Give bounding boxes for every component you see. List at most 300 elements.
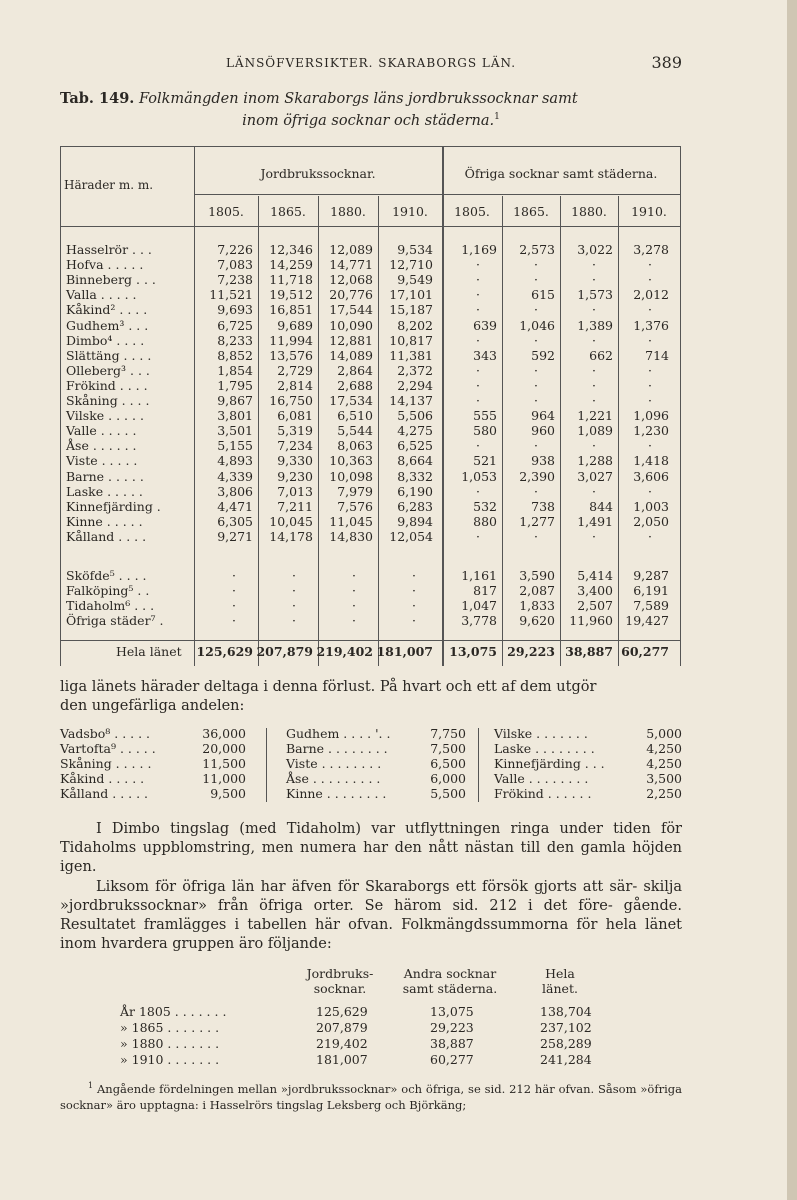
value-cell: · [476, 287, 480, 303]
value-cell: · [476, 483, 480, 499]
table-row [60, 613, 680, 628]
value-cell: · [534, 483, 538, 499]
district-name: Öfriga städer⁷ . [66, 613, 164, 629]
summary-head-agri: Jordbruks- [306, 966, 374, 981]
value-cell: 7,234 [277, 438, 313, 454]
district-name: Skåning . . . . [66, 393, 150, 408]
value-cell: 11,521 [209, 287, 253, 303]
value-cell: 19,512 [269, 287, 313, 303]
summary-other-value: 29,223 [430, 1020, 474, 1035]
value-cell: 1,003 [633, 498, 669, 514]
value-cell: 9,287 [633, 568, 669, 583]
table-row [60, 453, 680, 468]
value-cell: 8,233 [217, 332, 253, 348]
value-cell: · [648, 528, 652, 544]
table-row [60, 469, 680, 484]
value-cell: 9,534 [397, 242, 433, 257]
share-value: 11,500 [202, 756, 246, 771]
value-cell: 3,278 [633, 242, 669, 257]
value-cell: · [592, 272, 596, 288]
share-district: Viste . . . . . . . . [286, 756, 382, 771]
value-cell: 8,202 [397, 317, 433, 333]
table-head-group-1: Jordbrukssocknar. [260, 166, 376, 181]
summary-year: » 1880 . . . . . . . [120, 1036, 220, 1051]
value-cell: 4,275 [397, 423, 433, 439]
table-label: Tab. 149. [60, 90, 135, 107]
value-cell: 14,830 [329, 528, 373, 544]
value-cell: 1,053 [461, 468, 497, 484]
share-district: Kålland . . . . . [60, 786, 149, 801]
share-line [60, 756, 246, 771]
share-value: 4,250 [646, 741, 682, 756]
share-line [60, 786, 246, 801]
value-cell: · [648, 393, 652, 408]
value-cell: · [412, 568, 416, 583]
value-cell: 1,169 [461, 242, 497, 257]
table-head-district: Härader m. m. [64, 178, 154, 192]
value-cell: 2,012 [633, 287, 669, 303]
value-cell: 532 [473, 498, 497, 514]
running-header [60, 53, 682, 76]
district-name: Binneberg . . . [66, 272, 156, 288]
value-cell: 2,087 [519, 583, 555, 599]
value-cell: 555 [473, 408, 497, 424]
value-cell: 3,027 [577, 468, 613, 484]
district-name: Sköfde⁵ . . . . [66, 568, 147, 583]
table-row [60, 242, 680, 257]
share-line [60, 771, 246, 786]
value-cell: 12,068 [329, 272, 373, 288]
table-rule-horizontal [60, 640, 680, 641]
district-name: Vilske . . . . . [66, 408, 144, 424]
value-cell: 14,178 [269, 528, 313, 544]
share-line [494, 786, 682, 801]
value-cell: · [412, 583, 416, 599]
value-cell: 9,330 [277, 453, 313, 469]
share-district: Gudhem . . . . '. . [286, 726, 391, 741]
district-name: Kinnefjärding . [66, 498, 161, 514]
value-cell: 17,534 [329, 393, 373, 408]
value-cell: 14,137 [389, 393, 433, 408]
share-line [60, 726, 246, 741]
share-line [286, 786, 466, 801]
value-cell: · [232, 568, 236, 583]
value-cell: 9,549 [397, 272, 433, 288]
value-cell: · [534, 377, 538, 393]
district-name: Slättäng . . . . [66, 347, 152, 363]
summary-year: » 1910 . . . . . . . [120, 1052, 220, 1067]
share-value: 6,500 [430, 756, 466, 771]
share-district: Kinne . . . . . . . . [286, 786, 387, 801]
value-cell: · [534, 528, 538, 544]
value-cell: · [412, 598, 416, 614]
share-line [286, 726, 466, 741]
value-cell: 11,718 [269, 272, 313, 288]
share-line [286, 756, 466, 771]
caption-note: 1 [494, 112, 500, 122]
value-cell: 662 [589, 347, 613, 363]
value-cell: 3,606 [633, 468, 669, 484]
value-cell: 7,979 [337, 483, 373, 499]
value-cell: 1,418 [633, 453, 669, 469]
share-value: 20,000 [202, 741, 246, 756]
paragraph-method: Liksom för öfriga län har äfven för Skaraborgs ett försök gjorts att sär- skilja »jordbrukssocknar» från öfriga orter. Se härom sid. 212 i det före- gående. Resultatet framlägges i tabellen här ofvan. Folkmängdssummorna för hela länet inom hvardera gruppen äro följande: [60, 879, 682, 952]
value-cell: 10,363 [329, 453, 373, 469]
value-cell: 6,283 [397, 498, 433, 514]
summary-agri-value: 181,007 [316, 1052, 368, 1067]
year-header: 1805. [454, 204, 490, 219]
share-line [494, 771, 682, 786]
value-cell: 1,376 [633, 317, 669, 333]
table-row [60, 423, 680, 438]
value-cell: 6,191 [633, 583, 669, 599]
table-row [60, 363, 680, 378]
value-cell: 5,319 [277, 423, 313, 439]
running-title: LÄNSÖFVERSIKTER. SKARABORGS LÄN. [225, 56, 517, 70]
summary-head-agri-2: socknar. [313, 981, 367, 996]
summary-year: År 1805 . . . . . . . [120, 1004, 227, 1019]
value-cell: 3,806 [217, 483, 253, 499]
value-cell: 207,879 [256, 644, 313, 659]
summary-year: » 1865 . . . . . . . [120, 1020, 220, 1035]
value-cell: 7,589 [633, 598, 669, 614]
table-rule-horizontal [194, 194, 680, 195]
value-cell: 1,047 [461, 598, 497, 614]
value-cell: 20,776 [329, 287, 373, 303]
value-cell: · [292, 598, 296, 614]
value-cell: 1,096 [633, 408, 669, 424]
summary-total-value: 258,289 [540, 1036, 592, 1051]
value-cell: · [352, 613, 356, 629]
value-cell: · [534, 302, 538, 318]
value-cell: 125,629 [196, 644, 253, 659]
value-cell: 7,238 [217, 272, 253, 288]
value-cell: 9,894 [397, 513, 433, 529]
table-rule-horizontal [60, 226, 680, 227]
share-line [494, 741, 682, 756]
table-row [60, 598, 680, 613]
value-cell: 3,801 [217, 408, 253, 424]
value-cell: 8,332 [397, 468, 433, 484]
share-district: Frökind . . . . . . [494, 786, 592, 801]
value-cell: · [352, 598, 356, 614]
district-name: Kålland . . . . [66, 528, 147, 544]
value-cell: · [648, 302, 652, 318]
value-cell: 19,427 [625, 613, 669, 629]
value-cell: 11,045 [329, 513, 373, 529]
value-cell: 10,817 [389, 332, 433, 348]
value-cell: · [476, 528, 480, 544]
value-cell: 14,259 [269, 257, 313, 273]
value-cell: 3,778 [461, 613, 497, 629]
value-cell: 5,506 [397, 408, 433, 424]
value-cell: 219,402 [316, 644, 373, 659]
table-rule-vertical [680, 146, 681, 666]
value-cell: · [592, 438, 596, 454]
table-row [60, 499, 680, 514]
summary-other-value: 60,277 [430, 1052, 474, 1067]
value-cell: 10,045 [269, 513, 313, 529]
value-cell: · [476, 362, 480, 378]
value-cell: 2,507 [577, 598, 613, 614]
value-cell: 521 [473, 453, 497, 469]
table-row [60, 484, 680, 499]
value-cell: · [534, 393, 538, 408]
summary-other-value: 38,887 [430, 1036, 474, 1051]
district-name: Valle . . . . . [66, 423, 137, 439]
table-row [60, 302, 680, 317]
value-cell: 2,688 [337, 377, 373, 393]
table-row [60, 257, 680, 272]
footnote [60, 1078, 682, 1113]
district-name: Falköping⁵ . . [66, 583, 150, 599]
share-district: Kinnefjärding . . . [494, 756, 605, 771]
value-cell: 6,190 [397, 483, 433, 499]
value-cell: 5,155 [217, 438, 253, 454]
value-cell: · [534, 362, 538, 378]
value-cell: 639 [473, 317, 497, 333]
value-cell: 11,960 [569, 613, 613, 629]
value-cell: · [648, 377, 652, 393]
value-cell: · [232, 613, 236, 629]
value-cell: · [534, 272, 538, 288]
value-cell: 580 [473, 423, 497, 439]
summary-head-other-2: samt städerna. [402, 981, 498, 996]
value-cell: 12,089 [329, 242, 373, 257]
value-cell: 1,854 [217, 362, 253, 378]
share-column [494, 726, 682, 801]
value-cell: 880 [473, 513, 497, 529]
value-cell: 2,050 [633, 513, 669, 529]
district-name: Hela länet [116, 644, 182, 659]
value-cell: · [648, 272, 652, 288]
value-cell: 7,226 [217, 242, 253, 257]
value-cell: 2,729 [277, 362, 313, 378]
value-cell: 8,852 [217, 347, 253, 363]
value-cell: 3,022 [577, 242, 613, 257]
share-column [286, 726, 466, 801]
value-cell: 10,090 [329, 317, 373, 333]
district-name: Valla . . . . . [66, 287, 137, 303]
value-cell: · [648, 438, 652, 454]
value-cell: · [592, 377, 596, 393]
value-cell: · [292, 583, 296, 599]
value-cell: 343 [473, 347, 497, 363]
value-cell: 1,288 [577, 453, 613, 469]
value-cell: · [592, 332, 596, 348]
value-cell: · [534, 332, 538, 348]
value-cell: 12,346 [269, 242, 313, 257]
value-cell: · [476, 332, 480, 348]
value-cell: 3,501 [217, 423, 253, 439]
footnote-mark: 1 [88, 1081, 94, 1090]
share-value: 5,500 [430, 786, 466, 801]
value-cell: 13,075 [449, 644, 497, 659]
value-cell: 6,510 [337, 408, 373, 424]
share-value: 36,000 [202, 726, 246, 741]
district-name: Gudhem³ . . . [66, 317, 149, 333]
district-name: Hofva . . . . . [66, 257, 144, 273]
year-header: 1910. [392, 204, 428, 219]
value-cell: 1,161 [461, 568, 497, 583]
share-column [60, 726, 246, 801]
value-cell: · [292, 613, 296, 629]
value-cell: 9,689 [277, 317, 313, 333]
share-value: 3,500 [646, 771, 682, 786]
summary-agri-value: 219,402 [316, 1036, 368, 1051]
value-cell: 1,277 [519, 513, 555, 529]
value-cell: 2,814 [277, 377, 313, 393]
value-cell: 29,223 [507, 644, 555, 659]
value-cell: 17,101 [389, 287, 433, 303]
year-header: 1880. [330, 204, 366, 219]
value-cell: 2,864 [337, 362, 373, 378]
table-row [60, 583, 680, 598]
year-header: 1910. [631, 204, 667, 219]
share-value: 9,500 [210, 786, 246, 801]
value-cell: · [476, 377, 480, 393]
value-cell: 12,710 [389, 257, 433, 273]
share-value: 7,750 [430, 726, 466, 741]
district-name: Hasselrör . . . [66, 242, 152, 257]
value-cell: · [476, 257, 480, 273]
value-cell: 1,491 [577, 513, 613, 529]
district-name: Barne . . . . . [66, 468, 144, 484]
value-cell: 7,083 [217, 257, 253, 273]
value-cell: · [232, 583, 236, 599]
share-value: 4,250 [646, 756, 682, 771]
value-cell: · [592, 302, 596, 318]
value-cell: 1,221 [577, 408, 613, 424]
share-separator [266, 728, 267, 802]
value-cell: 2,390 [519, 468, 555, 484]
table-row [60, 393, 680, 408]
table-head-group-2: Öfriga socknar samt städerna. [464, 166, 658, 181]
value-cell: 7,013 [277, 483, 313, 499]
share-district: Valle . . . . . . . . [494, 771, 589, 786]
value-cell: 38,887 [565, 644, 613, 659]
value-cell: 844 [589, 498, 613, 514]
district-name: Tidaholm⁶ . . . [66, 598, 155, 614]
share-comparison [60, 726, 682, 806]
caption-line-1: Folkmängden inom Skaraborgs läns jordbrukssocknar samt [138, 91, 578, 107]
value-cell: 10,098 [329, 468, 373, 484]
value-cell: 8,664 [397, 453, 433, 469]
year-header: 1865. [513, 204, 549, 219]
table-row [60, 348, 680, 363]
summary-total-value: 138,704 [540, 1004, 592, 1019]
share-value: 7,500 [430, 741, 466, 756]
district-name: Kinne . . . . . [66, 513, 143, 529]
value-cell: 6,305 [217, 513, 253, 529]
value-cell: · [534, 438, 538, 454]
year-header: 1880. [571, 204, 607, 219]
summary-total-value: 241,284 [540, 1052, 592, 1067]
value-cell: 14,771 [329, 257, 373, 273]
value-cell: 4,471 [217, 498, 253, 514]
table-row [60, 272, 680, 287]
value-cell: 1,389 [577, 317, 613, 333]
table-row [60, 514, 680, 529]
value-cell: 17,544 [329, 302, 373, 318]
value-cell: · [592, 257, 596, 273]
share-district: Vilske . . . . . . . [494, 726, 588, 741]
summary-head-other: Andra socknar [403, 966, 497, 981]
value-cell: 7,211 [277, 498, 313, 514]
value-cell: 181,007 [376, 644, 433, 659]
share-line [494, 726, 682, 741]
value-cell: 1,230 [633, 423, 669, 439]
district-name: Dimbo⁴ . . . . [66, 332, 145, 348]
table-row [60, 287, 680, 302]
paragraph-intro [60, 678, 682, 716]
value-cell: · [592, 483, 596, 499]
share-line [286, 771, 466, 786]
share-line [286, 741, 466, 756]
value-cell: 1,833 [519, 598, 555, 614]
page-number: 389 [651, 53, 682, 72]
district-name: Kåkind² . . . . [66, 302, 148, 318]
value-cell: 964 [531, 408, 555, 424]
district-name: Frökind . . . . [66, 377, 148, 393]
value-cell: · [412, 613, 416, 629]
value-cell: 6,525 [397, 438, 433, 454]
value-cell: 5,544 [337, 423, 373, 439]
paragraph-intro-line-1: liga länets härader deltaga i denna förlust. På hvart och ett af dem utgör [60, 679, 597, 695]
value-cell: 615 [531, 287, 555, 303]
footnote-text: Angående fördelningen mellan »jordbrukssocknar» och öfriga, se sid. 212 här ofvan. Såsom »öfriga socknar» äro upptagna: i Hasselrörs tingslag Leksberg och Björkäng; [60, 1081, 683, 1112]
value-cell: · [592, 528, 596, 544]
value-cell: 9,271 [217, 528, 253, 544]
value-cell: 12,054 [389, 528, 433, 544]
value-cell: 6,081 [277, 408, 313, 424]
value-cell: · [592, 362, 596, 378]
district-name: Olleberg³ . . . [66, 362, 150, 378]
summary-head-total-2: länet. [542, 981, 578, 996]
total-row [60, 644, 680, 659]
value-cell: 6,725 [217, 317, 253, 333]
district-name: Viste . . . . . [66, 453, 138, 469]
summary-head-total: Hela [545, 966, 575, 981]
value-cell: 1,573 [577, 287, 613, 303]
share-value: 2,250 [646, 786, 682, 801]
table-caption [60, 90, 682, 130]
value-cell: · [476, 272, 480, 288]
value-cell: 592 [531, 347, 555, 363]
district-name: Laske . . . . . [66, 483, 143, 499]
value-cell: 1,046 [519, 317, 555, 333]
value-cell: 3,590 [519, 568, 555, 583]
value-cell: 9,867 [217, 393, 253, 408]
value-cell: 1,795 [217, 377, 253, 393]
value-cell: 15,187 [389, 302, 433, 318]
value-cell: 3,400 [577, 583, 613, 599]
share-district: Barne . . . . . . . . [286, 741, 388, 756]
value-cell: · [592, 393, 596, 408]
year-header: 1865. [270, 204, 306, 219]
value-cell: · [476, 302, 480, 318]
value-cell: 13,576 [269, 347, 313, 363]
value-cell: 12,881 [329, 332, 373, 348]
value-cell: · [292, 568, 296, 583]
value-cell: · [232, 598, 236, 614]
table-rule-horizontal [60, 146, 680, 147]
value-cell: · [648, 257, 652, 273]
summary-agri-value: 207,879 [316, 1020, 368, 1035]
value-cell: 738 [531, 498, 555, 514]
summary-total-value: 237,102 [540, 1020, 592, 1035]
table-row [60, 408, 680, 423]
